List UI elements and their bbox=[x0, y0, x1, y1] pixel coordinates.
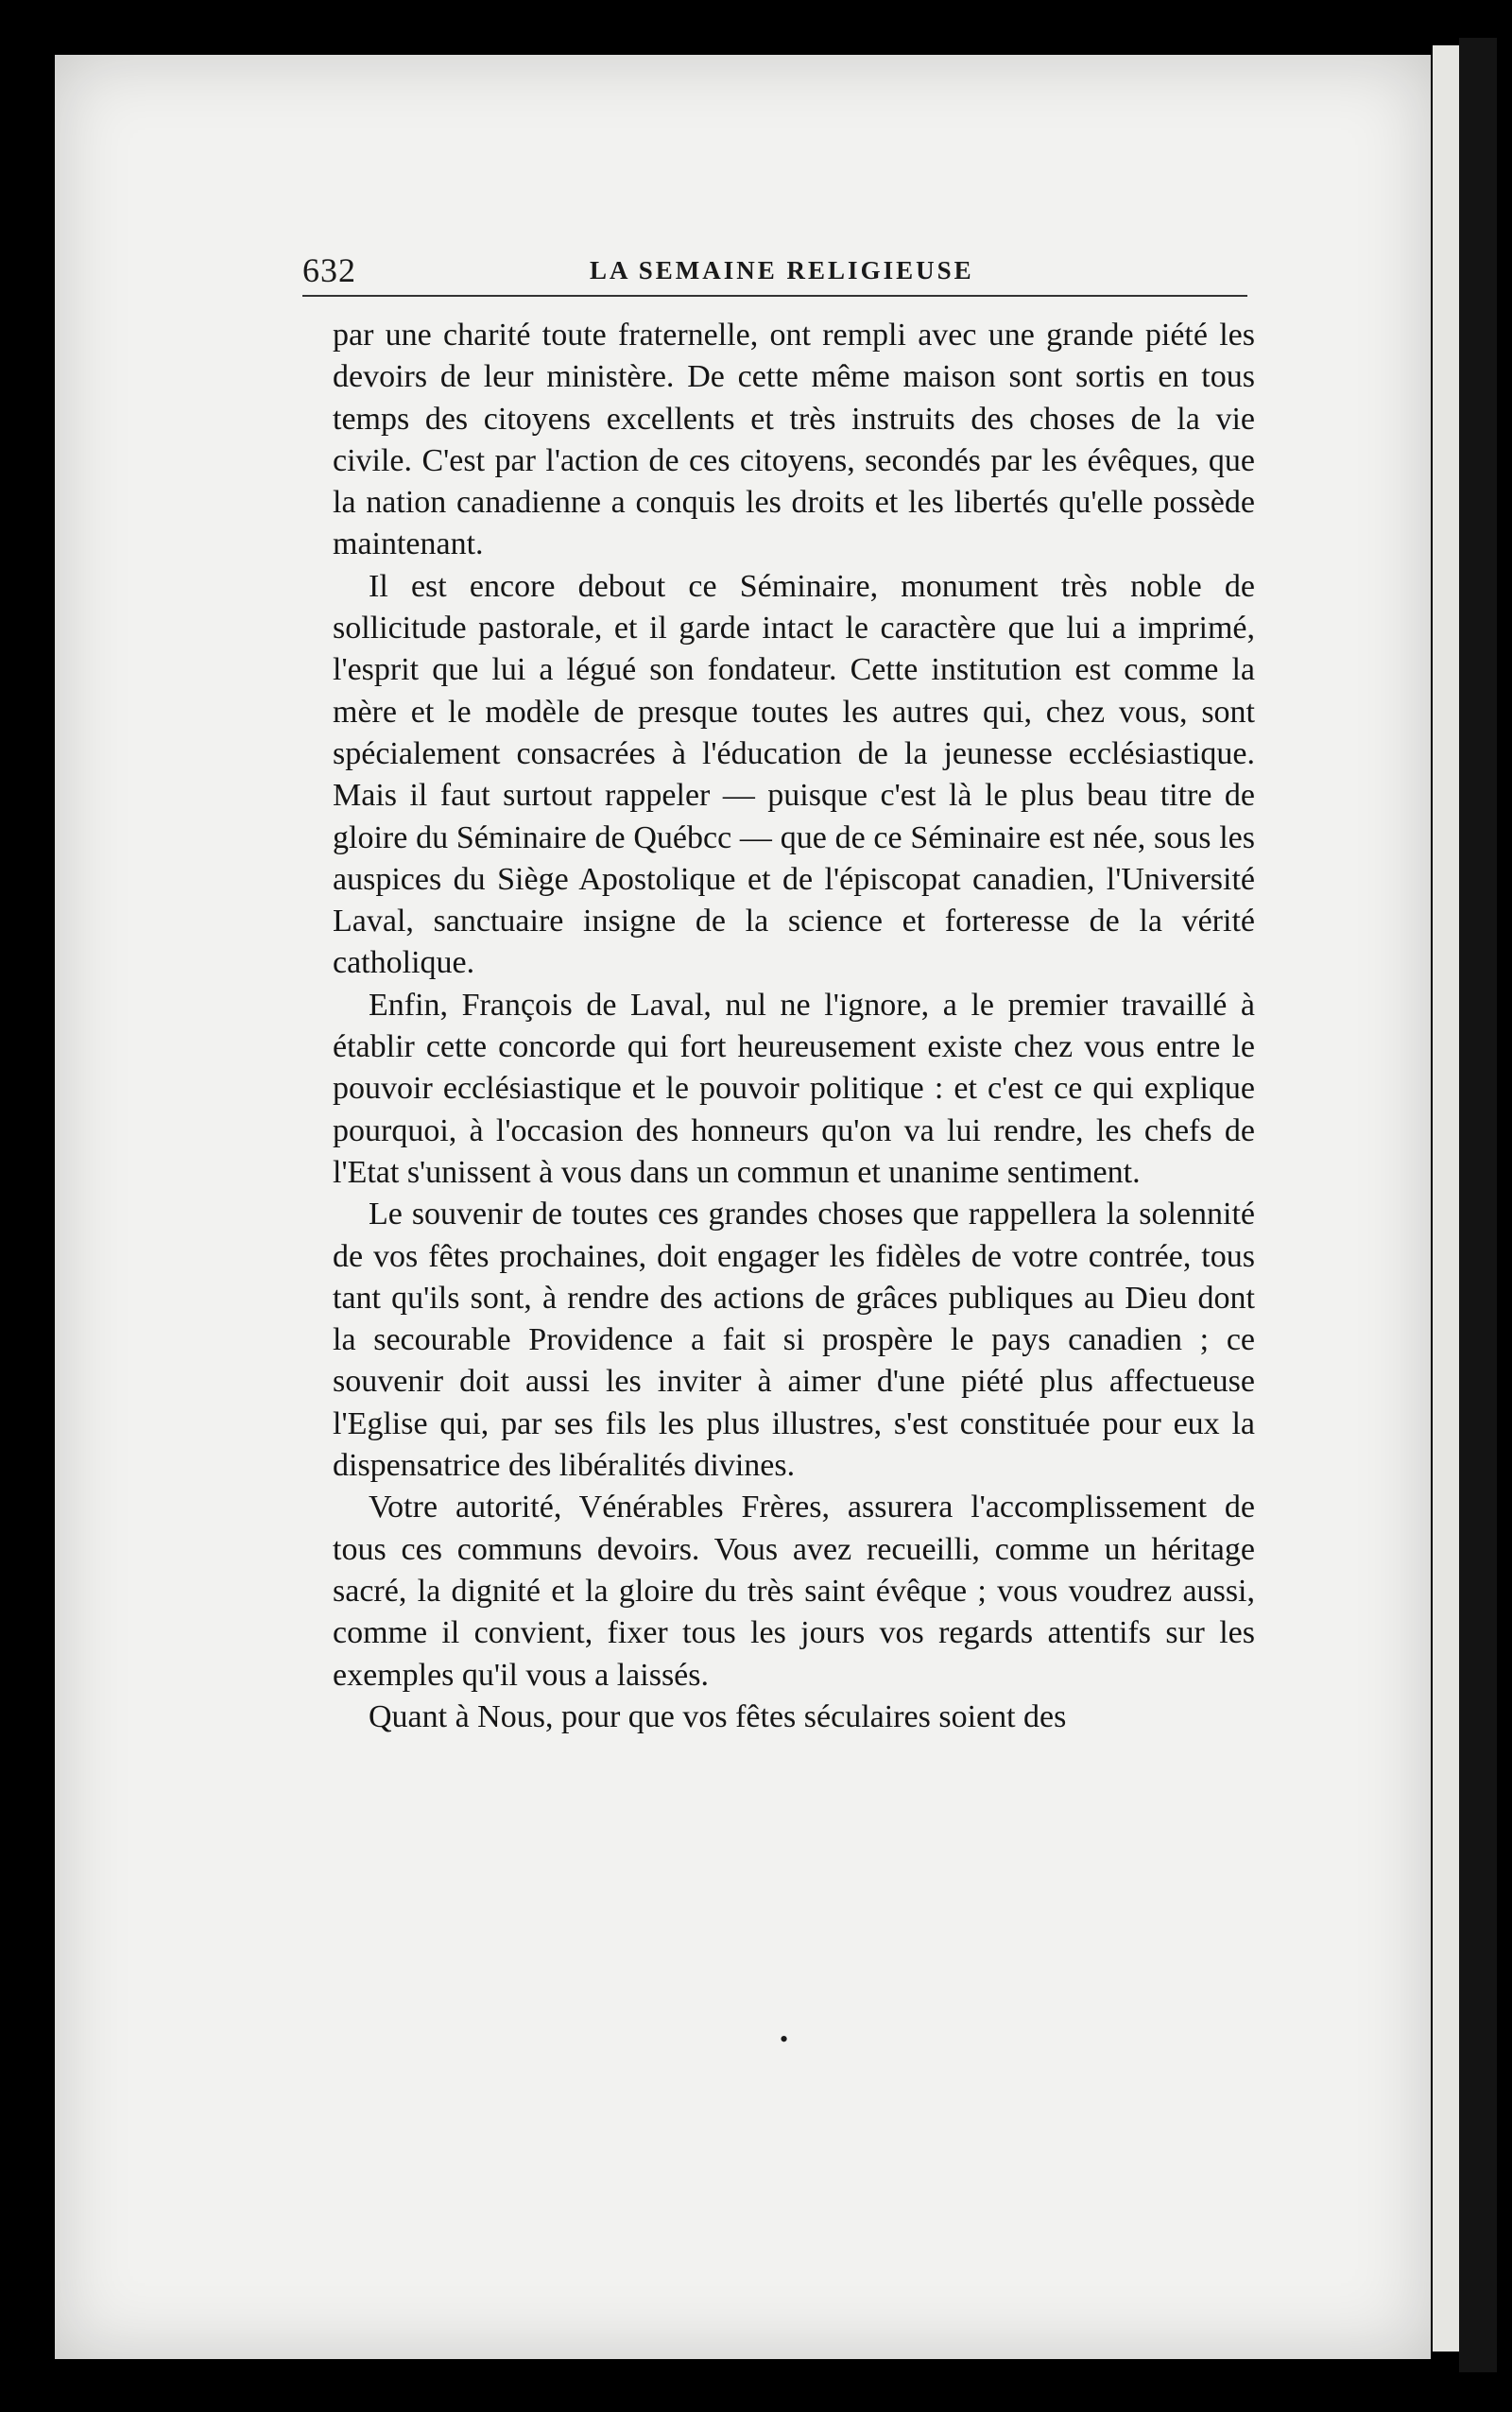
running-head: LA SEMAINE RELIGIEUSE bbox=[590, 256, 974, 284]
page-header bbox=[302, 248, 1264, 293]
header-rule bbox=[302, 295, 1247, 297]
paragraph-4: Le souvenir de toutes ces grandes choses que rappellera la solennité de vos fêtes prochaines, doit engager les fidèles de votre contrée, tous tant qu'ils sont, à rendre des actions de grâces publiques au Dieu dont la secourable Providence a fait si prospère le pays canadien ; ce souvenir doit aussi les inviter à aimer d'une piété plus affectueuse l'Eglise qui, par ses fils les plus illustres, s'est constituée pour eux la dispensatrice des libéralités divines. bbox=[333, 1197, 1255, 1484]
body-text bbox=[333, 315, 1255, 1738]
next-page-edge bbox=[1433, 45, 1459, 2352]
paragraph-6: Quant à Nous, pour que vos fêtes séculaires soient des bbox=[369, 1698, 1067, 1734]
scan-border bbox=[1459, 38, 1497, 2372]
paragraph-5: Votre autorité, Vénérables Frères, assurera l'accomplissement de tous ces communs devoirs. Vous avez recueilli, comme un héritage sacré, la dignité et la gloire du très saint évêque ; vous voudrez aussi, comme il convient, fixer tous les jours vos regards attentifs sur les exemples qu'il vous a laissés. bbox=[333, 1490, 1255, 1693]
signature-mark: • bbox=[780, 2025, 789, 2053]
page-number: 632 bbox=[302, 251, 356, 289]
paragraph-2: Il est encore debout ce Séminaire, monument très noble de sollicitude pastorale, et il garde intact le caractère que lui a imprimé, l'esprit que lui a légué son fondateur. Cette institution est comme la mère et le modèle de presque toutes les autres qui, chez vous, sont spécialement consacrées à l'éducation de la jeunesse ecclésiastique. Mais il faut surtout rappeler — puisque c'est là le plus beau titre de gloire du Séminaire de Québcc — que de ce Séminaire est née, sous les auspices du Siège Apostolique et de l'épiscopat canadien, l'Université Laval, sanctuaire insigne de la science et forteresse de la vérité catholique. bbox=[333, 568, 1255, 981]
paragraph-1: par une charité toute fraternelle, ont rempli avec une grande piété les devoirs de leur ministère. De cette même maison sont sortis en tous temps des citoyens excellents et très instruits des choses de la vie civile. C'est par l'action de ces citoyens, secondés par les évêques, que la nation canadienne a conquis les droits et les libertés qu'elle possède maintenant. bbox=[333, 318, 1255, 562]
paragraph-3: Enfin, François de Laval, nul ne l'ignore, a le premier travaillé à établir cette concorde qui fort heureusement existe chez vous entre le pouvoir ecclésiastique et le pouvoir politique : et c'est ce qui explique pourquoi, à l'occasion des honneurs qu'on va lui rendre, les chefs de l'Etat s'unissent à vous dans un commun et unanime sentiment. bbox=[333, 987, 1255, 1190]
